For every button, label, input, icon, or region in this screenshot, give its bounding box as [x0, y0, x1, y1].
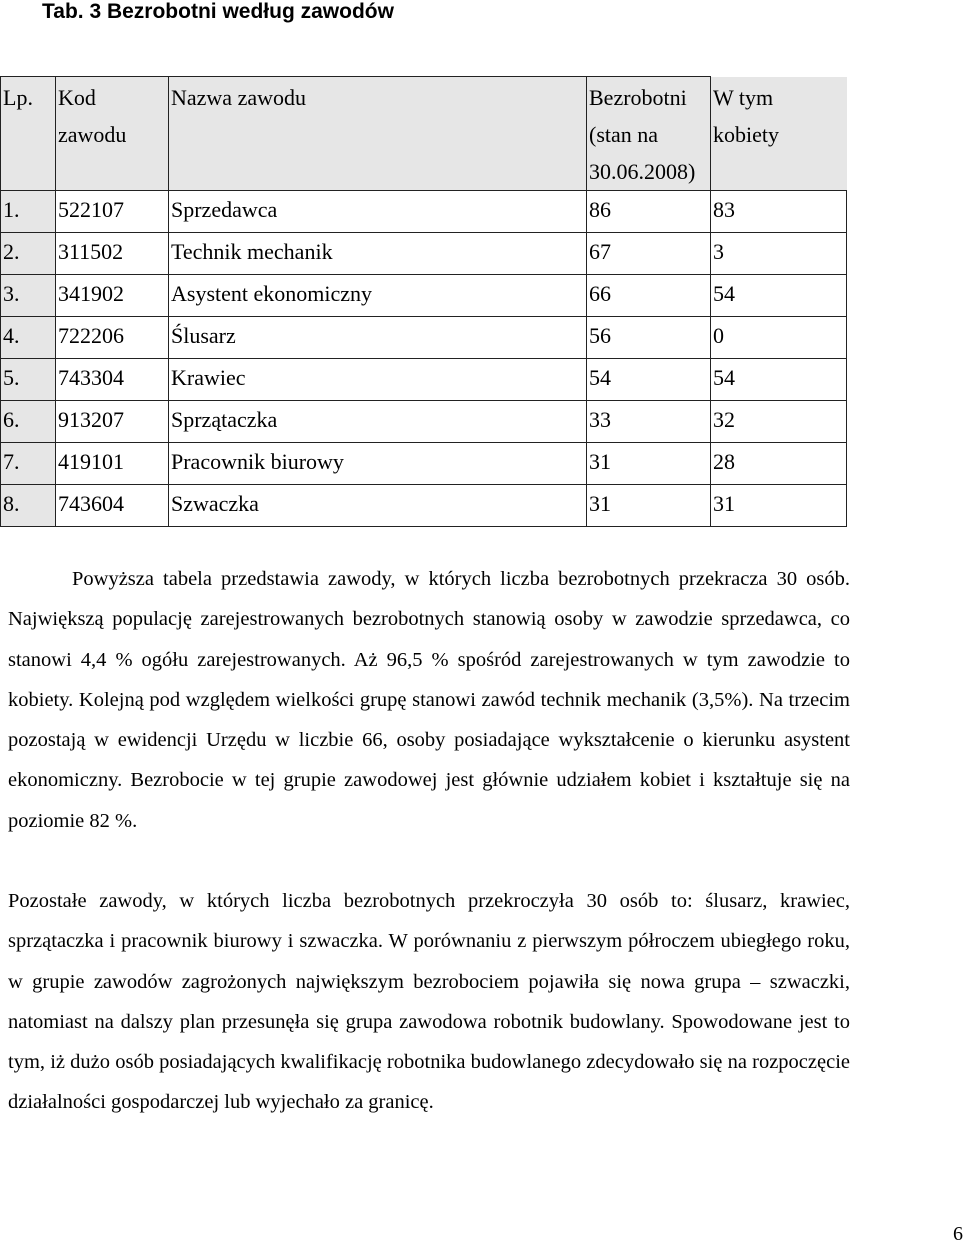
cell-lp: 6. [1, 401, 56, 443]
cell-name: Sprzątaczka [169, 401, 587, 443]
cell-unemployed: 31 [587, 485, 711, 527]
table-row [1, 317, 847, 359]
cell-women: 32 [711, 401, 847, 443]
cell-name: Ślusarz [169, 317, 587, 359]
table-row [1, 443, 847, 485]
cell-women: 31 [711, 485, 847, 527]
cell-code: 341902 [56, 275, 169, 317]
cell-code: 743304 [56, 359, 169, 401]
cell-unemployed: 86 [587, 191, 711, 233]
header-unemployed: Bezrobotni (stan na 30.06.2008) [587, 77, 711, 191]
table-row [1, 233, 847, 275]
cell-lp: 8. [1, 485, 56, 527]
cell-code: 522107 [56, 191, 169, 233]
cell-women: 28 [711, 443, 847, 485]
cell-women: 0 [711, 317, 847, 359]
header-code: Kod zawodu [56, 77, 169, 191]
table-header-row [1, 77, 847, 191]
cell-unemployed: 66 [587, 275, 711, 317]
cell-code: 743604 [56, 485, 169, 527]
cell-women: 54 [711, 359, 847, 401]
cell-code: 419101 [56, 443, 169, 485]
cell-lp: 2. [1, 233, 56, 275]
cell-name: Pracownik biurowy [169, 443, 587, 485]
header-name: Nazwa zawodu [169, 77, 587, 191]
cell-name: Sprzedawca [169, 191, 587, 233]
cell-unemployed: 33 [587, 401, 711, 443]
page-edge-fragment: 6 [953, 1223, 963, 1245]
table-row [1, 359, 847, 401]
cell-code: 722206 [56, 317, 169, 359]
cell-name: Asystent ekonomiczny [169, 275, 587, 317]
header-women: W tym kobiety [711, 77, 847, 191]
cell-name: Technik mechanik [169, 233, 587, 275]
table-title: Tab. 3 Bezrobotni według zawodów [42, 0, 394, 23]
cell-lp: 5. [1, 359, 56, 401]
cell-code: 311502 [56, 233, 169, 275]
cell-name: Krawiec [169, 359, 587, 401]
cell-unemployed: 54 [587, 359, 711, 401]
cell-women: 83 [711, 191, 847, 233]
cell-unemployed: 67 [587, 233, 711, 275]
table-row [1, 485, 847, 527]
cell-lp: 4. [1, 317, 56, 359]
cell-women: 3 [711, 233, 847, 275]
cell-lp: 7. [1, 443, 56, 485]
cell-lp: 3. [1, 275, 56, 317]
table-row [1, 191, 847, 233]
body-paragraph-1: Powyższa tabela przedstawia zawody, w których liczba bezrobotnych przekracza 30 osób. Największą populację zarejestrowanych bezrobotnych stanowią osoby w zawodzie sprzedawca, co stanowi 4,4 % ogółu zarejestrowanych. Aż 96,5 % spośród zarejestrowanych w tym zawodzie to kobiety. Kolejną pod względem wielkości grupę stanowi zawód technik mechanik (3,5%). Na trzecim pozostają w ewidencji Urzędu w liczbie 66, osoby posiadające wykształcenie o kierunku asystent ekonomiczny. Bezrobocie w tej grupie zawodowej jest głównie udziałem kobiet i kształtuje się na poziomie 82 %. [8, 568, 850, 832]
cell-unemployed: 56 [587, 317, 711, 359]
cell-women: 54 [711, 275, 847, 317]
table-row [1, 275, 847, 317]
cell-lp: 1. [1, 191, 56, 233]
header-lp: Lp. [1, 77, 56, 191]
occupations-table [0, 76, 847, 527]
table-row [1, 401, 847, 443]
cell-code: 913207 [56, 401, 169, 443]
cell-unemployed: 31 [587, 443, 711, 485]
body-paragraph-2: Pozostałe zawody, w których liczba bezrobotnych przekroczyła 30 osób to: ślusarz, krawiec, sprzątaczka i pracownik biurowy i szwaczka. W porównaniu z pierwszym półroczem ubiegłego roku, w grupie zawodów zagrożonych największym bezrobociem pojawiła się nowa grupa – szwaczki, natomiast na dalszy plan przesunęła się grupa zawodowa robotnik budowlany. Spowodowane jest to tym, iż dużo osób posiadających kwalifikację robotnika budowlanego zdecydowało się na rozpoczęcie działalności gospodarczej lub wyjechało za granicę. [8, 890, 850, 1114]
cell-name: Szwaczka [169, 485, 587, 527]
